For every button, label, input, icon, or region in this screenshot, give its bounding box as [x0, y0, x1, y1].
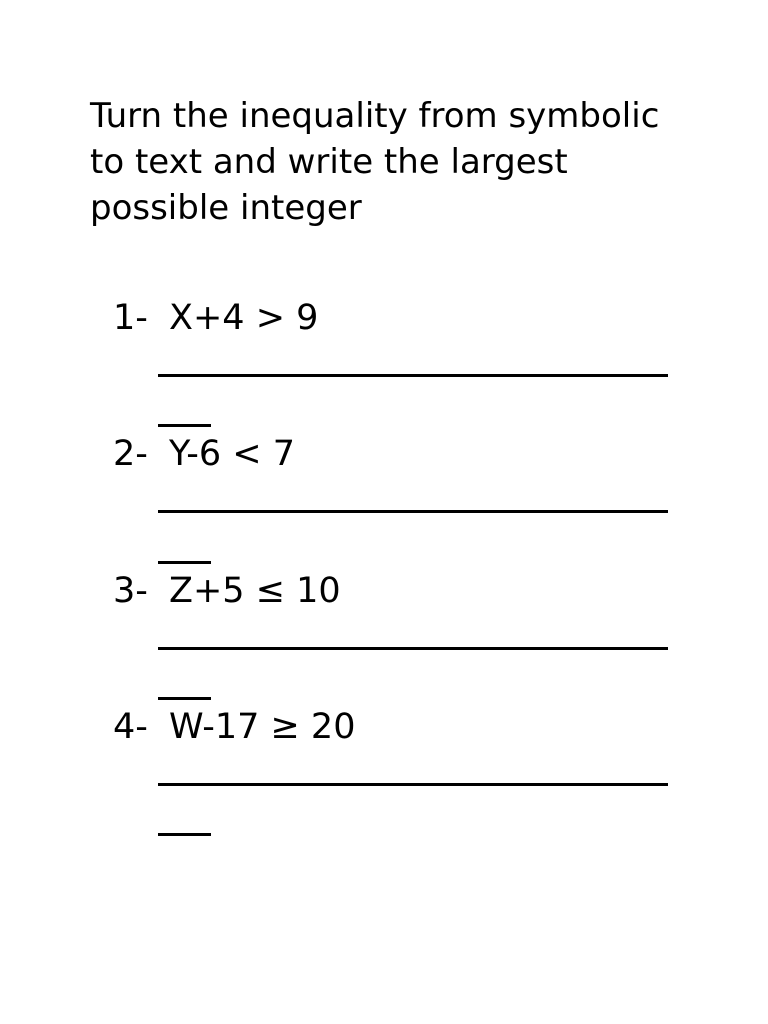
answer-line[interactable]: [158, 647, 668, 650]
problem-3: [0, 569, 768, 705]
problem-number: 3-: [113, 571, 148, 611]
answer-line[interactable]: [158, 783, 668, 786]
answer-line[interactable]: [158, 374, 668, 377]
problem-2: [0, 432, 768, 568]
problem-number: 4-: [113, 707, 148, 747]
problem-4: [0, 705, 768, 841]
short-answer-line[interactable]: [158, 561, 211, 564]
problem-expression: Y-6 < 7: [169, 434, 295, 474]
problem-expression: W-17 ≥ 20: [169, 707, 356, 747]
problem-expression: Z+5 ≤ 10: [169, 571, 341, 611]
answer-line[interactable]: [158, 510, 668, 513]
short-answer-line[interactable]: [158, 833, 211, 836]
problem-1: [0, 296, 768, 432]
problem-number: 1-: [113, 298, 148, 338]
short-answer-line[interactable]: [158, 424, 211, 427]
problem-number: 2-: [113, 434, 148, 474]
short-answer-line[interactable]: [158, 697, 211, 700]
problem-expression: X+4 > 9: [169, 298, 319, 338]
instructions-text: Turn the inequality from symbolic to text and write the largest possible integer: [90, 96, 660, 228]
